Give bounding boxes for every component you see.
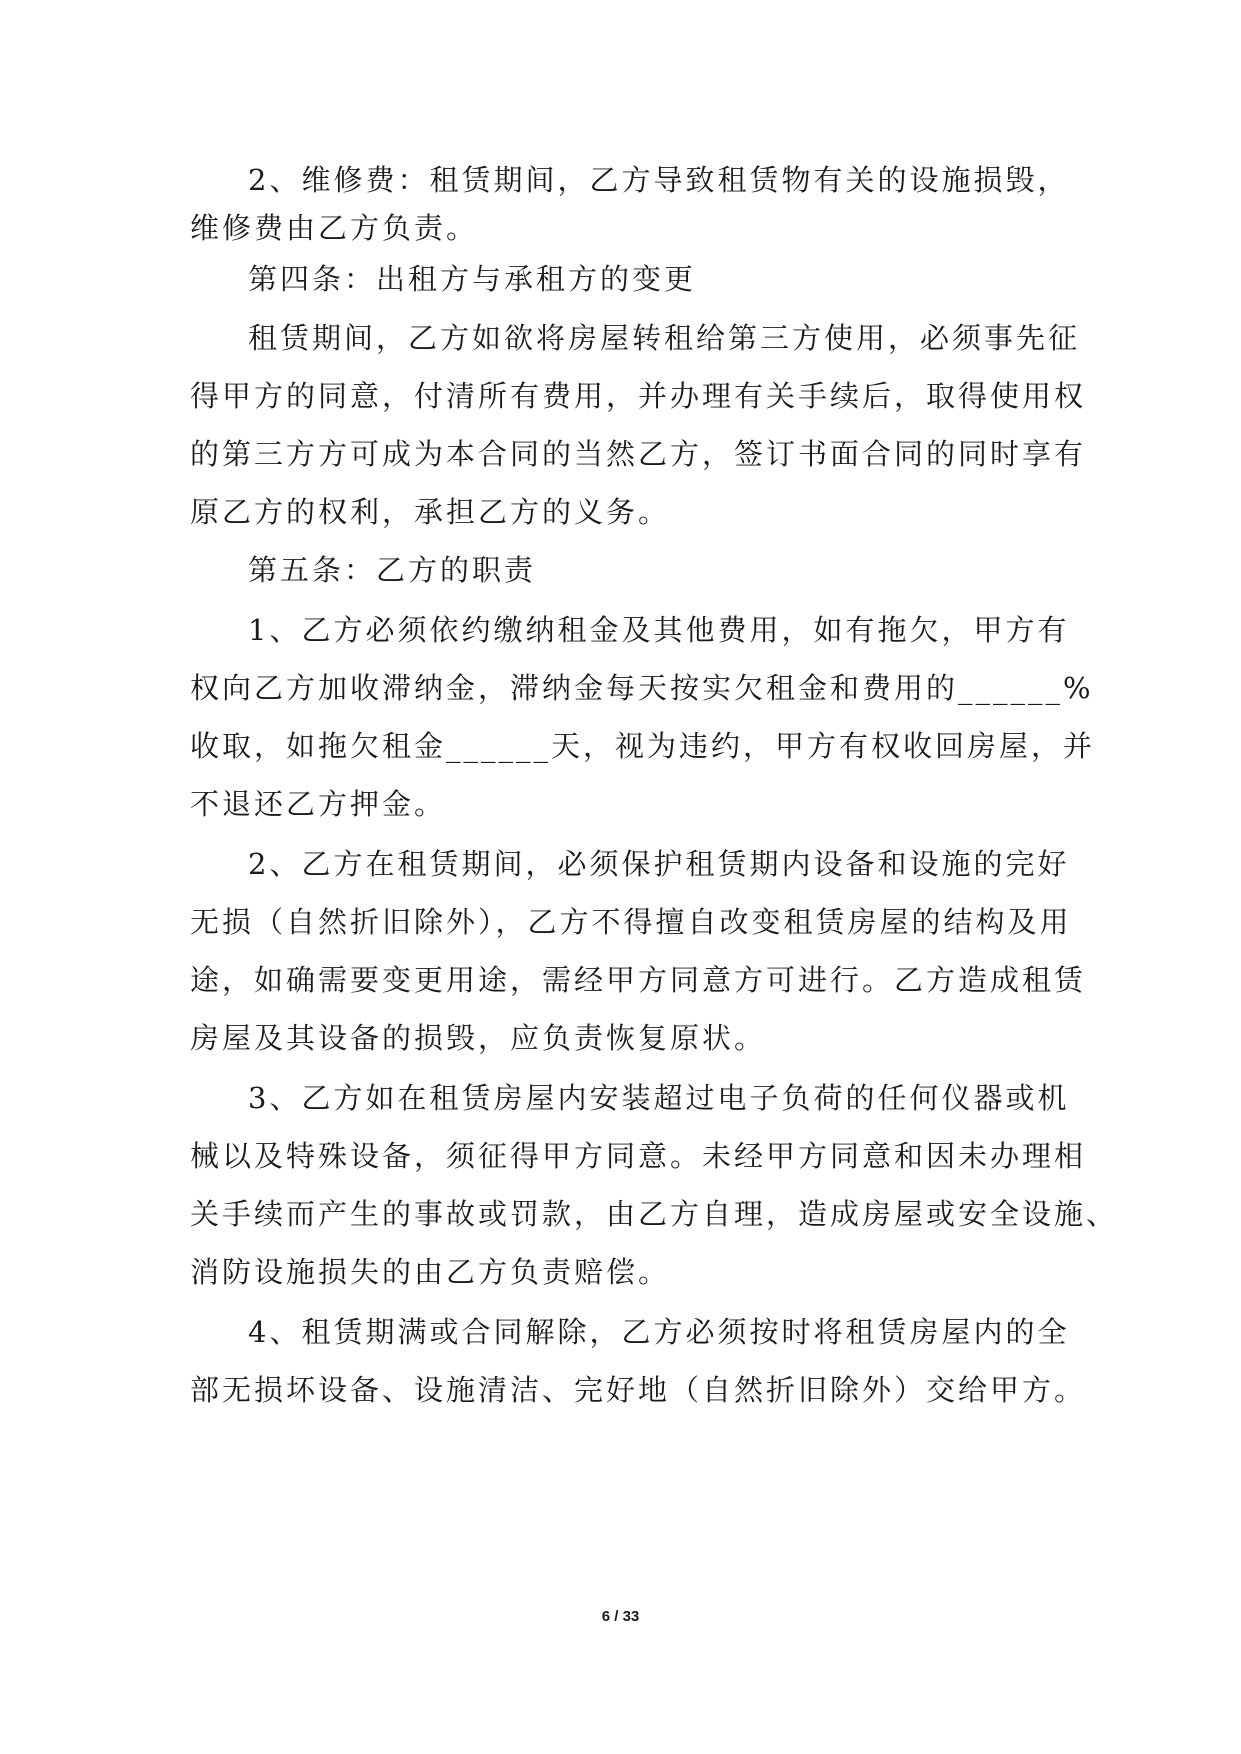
paragraph-line: 械以及特殊设备，须征得甲方同意。未经甲方同意和因未办理相 bbox=[190, 1139, 1087, 1173]
page-number: 6 / 33 bbox=[601, 1608, 640, 1625]
paragraph-line: 4、租赁期满或合同解除，乙方必须按时将租赁房屋内的全 bbox=[248, 1315, 1070, 1349]
paragraph-line: 权向乙方加收滞纳金，滞纳金每天按实欠租金和费用的______% bbox=[190, 671, 1094, 705]
paragraph-line: 房屋及其设备的损毁，应负责恢复原状。 bbox=[190, 1021, 767, 1055]
section-heading: 第四条：出租方与承租方的变更 bbox=[248, 262, 697, 296]
paragraph-line: 原乙方的权利，承担乙方的义务。 bbox=[190, 495, 671, 529]
paragraph-line: 部无损坏设备、设施清洁、完好地（自然折旧除外）交给甲方。 bbox=[190, 1373, 1087, 1407]
paragraph-line: 消防设施损失的由乙方负责赔偿。 bbox=[190, 1255, 671, 1289]
paragraph-line: 2、乙方在租赁期间，必须保护租赁期内设备和设施的完好 bbox=[248, 847, 1070, 881]
paragraph-line: 1、乙方必须依约缴纳租金及其他费用，如有拖欠，甲方有 bbox=[248, 613, 1070, 647]
paragraph-line: 维修费由乙方负责。 bbox=[190, 211, 479, 245]
paragraph-line: 2、维修费：租赁期间，乙方导致租赁物有关的设施损毁， bbox=[248, 163, 1070, 197]
paragraph-line: 3、乙方如在租赁房屋内安装超过电子负荷的任何仪器或机 bbox=[248, 1081, 1070, 1115]
paragraph-line: 租赁期间，乙方如欲将房屋转租给第三方使用，必须事先征 bbox=[248, 321, 1081, 355]
paragraph-line: 途，如确需要变更用途，需经甲方同意方可进行。乙方造成租赁 bbox=[190, 963, 1087, 997]
paragraph-line: 的第三方方可成为本合同的当然乙方，签订书面合同的同时享有 bbox=[190, 437, 1087, 471]
section-heading: 第五条：乙方的职责 bbox=[248, 553, 537, 587]
paragraph-line: 得甲方的同意，付清所有费用，并办理有关手续后，取得使用权 bbox=[190, 379, 1087, 413]
paragraph-line: 收取，如拖欠租金______天，视为违约，甲方有权收回房屋，并 bbox=[190, 729, 1096, 763]
paragraph-line: 不退还乙方押金。 bbox=[190, 787, 447, 821]
paragraph-line: 无损（自然折旧除外），乙方不得擅自改变租赁房屋的结构及用 bbox=[190, 905, 1072, 939]
paragraph-line: 关手续而产生的事故或罚款，由乙方自理，造成房屋或安全设施、 bbox=[190, 1197, 1119, 1231]
